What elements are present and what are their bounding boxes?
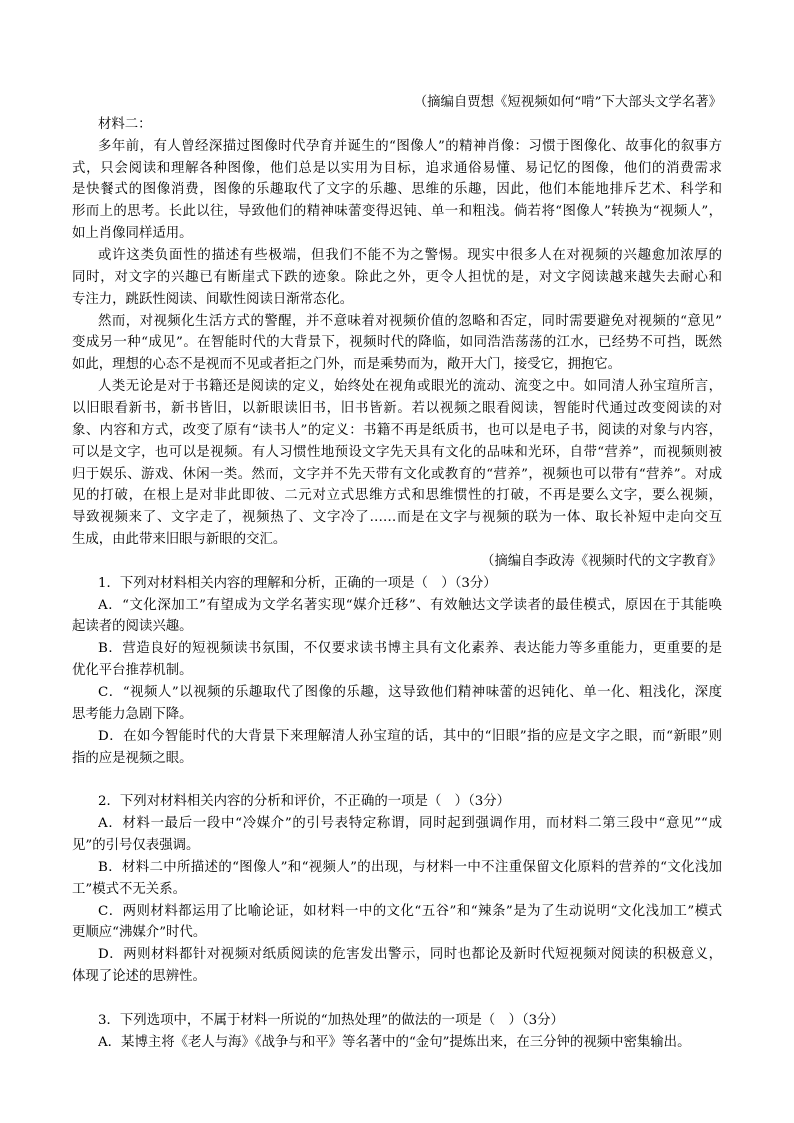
text-line: B．营造良好的短视频读书氛围，不仅要求读书博主具有文化素养、表达能力等多重能力，更重要的是	[98, 641, 722, 657]
text-line: 更顺应“沸媒介”时代。	[72, 925, 207, 941]
text-line: 以旧眼看新书，新书皆旧，以新眼读旧书，旧书皆新。若以视频之眼看阅读，智能时代通过改变阅读的对	[72, 400, 722, 416]
text-line: 见的打破，在根上是对非此即彼、二元对立式思维方式和思维惯性的打破，不再是要么文字，要么视频，	[72, 488, 722, 504]
text-line: 可以是文字，也可以是视频。有人习惯性地预设文字先天具有文化的品味和光环，自带“营养”，而视频则被	[72, 444, 722, 460]
text-line: 形而上的思考。长此以往，导致他们的精神味蕾变得迟钝、单一和粗浅。倘若将“图像人”转换为“视频人”，	[72, 204, 722, 220]
text-line: 体现了论述的思辨性。	[72, 969, 206, 984]
text-line: 归于娱乐、游戏、休闲一类。然而，文字并不先天带有文化或教育的“营养”，视频也可以带有“营养”。对成	[72, 466, 722, 482]
text-line: 象、内容和方式，改变了原有“读书人”的定义：书籍不再是纸质书，也可以是电子书，阅读的对象与内容，	[72, 422, 722, 438]
text-line: 专注力，跳跃性阅读、间歇性阅读日渐常态化。	[72, 291, 354, 307]
text-line: 工”模式不无关系。	[72, 881, 186, 897]
text-line	[72, 769, 722, 791]
text-line: （摘编自李政涛《视频时代的文字教育》	[480, 553, 722, 569]
text-line: 指的应是视频之眼。	[72, 750, 193, 766]
text-line: 材料二：	[98, 116, 152, 132]
text-line: 如此，理想的心态不是视而不见或者拒之门外，而是乘势而为，敞开大门，接受它，拥抱它。	[72, 357, 622, 373]
text-line: B．材料二中所描述的“图像人”和“视频人”的出现，与材料一中不注重保留文化原料的营养的“文化浅加	[98, 859, 722, 875]
text-line: 如上肖像同样适用。	[72, 226, 193, 242]
text-line: 见”的引号仅表强调。	[72, 837, 200, 853]
text-line: 起读者的阅读兴趣。	[72, 619, 193, 635]
text-line: 导致视频来了、文字走了，视频热了、文字冷了……而是在文字与视频的联为一体、取长补短中走向交互	[72, 510, 722, 526]
text-line: 思考能力急剧下降。	[72, 706, 193, 722]
text-line	[72, 988, 722, 1010]
text-line: A．某博主将《老人与海》《战争与和平》等名著中的“金句”提炼出来，在三分钟的视频中密集输出。	[98, 1034, 691, 1050]
text-line: 人类无论是对于书籍还是阅读的定义，始终处在视角或眼光的流动、流变之中。如同清人孙宝瑄所言，	[98, 379, 722, 395]
text-line: 或许这类负面性的描述有些极端，但我们不能不为之警惕。现实中很多人在对视频的兴趣愈加浓厚的	[98, 248, 722, 263]
text-line: 多年前，有人曾经深描过图像时代孕育并诞生的“图像人”的精神肖像：习惯于图像化、故事化的叙事方	[98, 138, 722, 154]
text-line: 然而，对视频化生活方式的警醒，并不意味着对视频价值的忽略和否定，同时需要避免对视频的“意见”	[98, 313, 722, 329]
text-line: 生成，由此带来旧眼与新眼的交汇。	[72, 532, 287, 547]
text-line: 1．下列对材料相关内容的理解和分析，正确的一项是（ ）（3分）	[98, 575, 497, 591]
text-line: C．“视频人”以视频的乐趣取代了图像的乐趣，这导致他们精神味蕾的迟钝化、单一化、粗浅化，深度	[98, 685, 722, 700]
text-line: D．两则材料都针对视频对纸质阅读的危害发出警示，同时也都论及新时代短视频对阅读的积极意义，	[98, 947, 722, 963]
text-line: A．“文化深加工”有望成为文学名著实现“媒介迁移”、有效触达文学读者的最佳模式，原因在于其能唤	[98, 597, 722, 613]
text-line: 变成另一种“成见”。在智能时代的大背景下，视频时代的降临，如同浩浩荡荡的江水，已经势不可挡，既然	[72, 335, 722, 351]
text-line: （摘编自贾想《短视频如何“啃”下大部头文学名著》	[413, 95, 722, 110]
text-line: 优化平台推荐机制。	[72, 663, 193, 679]
text-line: 3．下列选项中，不属于材料一所说的“加热处理”的做法的一项是（ ）（3分）	[98, 1012, 564, 1028]
text-line: 2．下列对材料相关内容的分析和评价，不正确的一项是（ ）（3分）	[98, 794, 511, 810]
text-line: 式，只会阅读和理解各种图像，他们总是以实用为目标，追求通俗易懂、易记忆的图像，他们的消费需求	[72, 160, 722, 176]
text-line: C．两则材料都运用了比喻论证，如材料一中的文化“五谷”和“辣条”是为了生动说明“文化浅加工”模式	[98, 903, 722, 919]
text-line: D．在如今智能时代的大背景下来理解清人孙宝瑄的话，其中的“旧眼”指的应是文字之眼，而“新眼”则	[98, 728, 722, 744]
text-line: A．材料一最后一段中“冷媒介”的引号表特定称谓，同时起到强调作用，而材料二第三段中“意见”“成	[98, 816, 722, 832]
text-line: 是快餐式的图像消费，图像的乐趣取代了文字的乐趣、思维的乐趣，因此，他们本能地排斥艺术、科学和	[72, 182, 722, 198]
text-line: 同时，对文字的兴趣已有断崖式下跌的迹象。除此之外，更令人担忧的是，对文字阅读越来越失去耐心和	[72, 269, 722, 285]
